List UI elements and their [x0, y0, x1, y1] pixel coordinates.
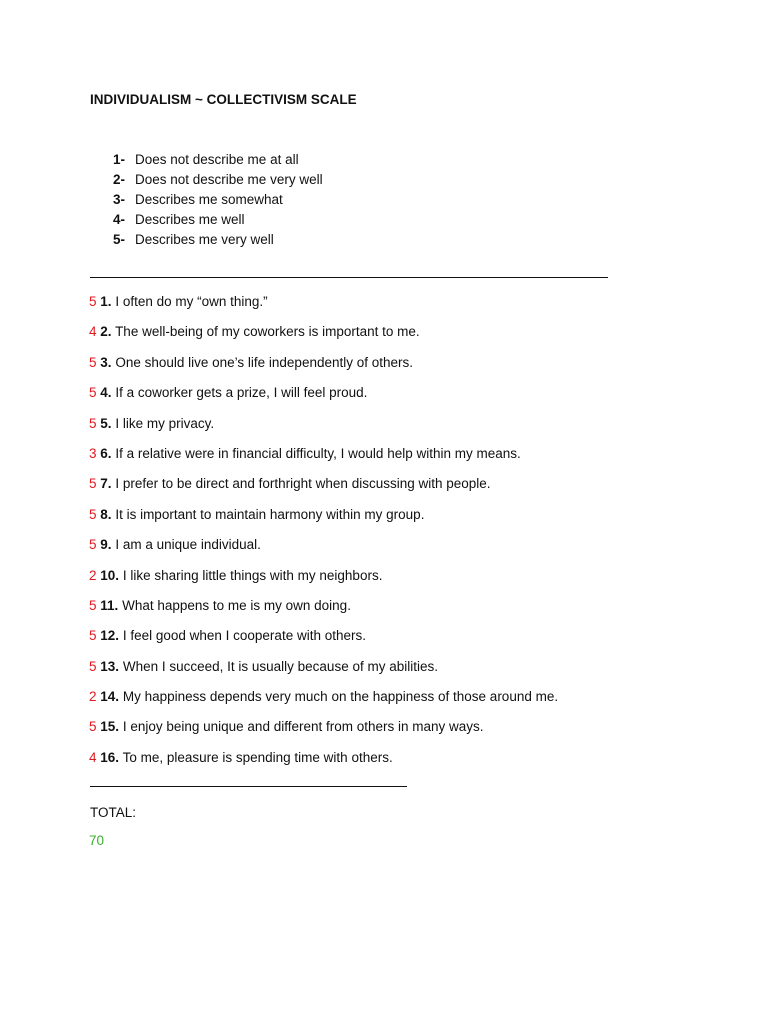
legend-number: 3- — [113, 192, 126, 207]
item-score: 5 — [89, 628, 97, 644]
item-text: If a relative were in financial difficulty, I would help within my means. — [115, 445, 521, 461]
item-number: 9. — [100, 537, 112, 553]
item-number: 15. — [100, 719, 120, 735]
legend-text: Describes me somewhat — [135, 192, 283, 207]
item-number: 12. — [100, 628, 120, 644]
item-score: 5 — [89, 537, 97, 553]
item-text: What happens to me is my own doing. — [122, 597, 351, 613]
item-number: 5. — [100, 415, 112, 431]
item-number: 8. — [100, 506, 112, 522]
legend-item — [113, 211, 323, 231]
legend-text: Describes me very well — [135, 232, 274, 247]
item-score: 5 — [89, 597, 97, 613]
item-number: 14. — [100, 689, 120, 705]
scale-item — [89, 293, 558, 323]
total-value: 70 — [89, 833, 105, 848]
item-score: 3 — [89, 445, 97, 461]
scale-item — [89, 384, 558, 414]
item-number: 13. — [100, 658, 120, 674]
item-score: 5 — [89, 506, 97, 522]
scale-item — [89, 627, 558, 657]
scale-item — [89, 415, 558, 445]
scale-item — [89, 475, 558, 505]
item-score: 4 — [89, 324, 97, 340]
item-text: If a coworker gets a prize, I will feel proud. — [115, 385, 368, 401]
item-text: I like sharing little things with my neighbors. — [122, 567, 383, 583]
scale-item — [89, 567, 558, 597]
legend-item — [113, 151, 323, 171]
item-text: I often do my “own thing.” — [115, 294, 268, 309]
item-number: 6. — [100, 445, 112, 461]
item-number: 16. — [100, 749, 120, 765]
rating-legend — [113, 151, 323, 251]
item-number: 4. — [100, 385, 112, 401]
item-number: 1. — [100, 294, 112, 309]
total-label: TOTAL: — [90, 805, 137, 820]
scale-item — [89, 445, 558, 475]
legend-number: 1- — [113, 152, 126, 167]
item-score: 2 — [89, 567, 97, 583]
item-score: 2 — [89, 689, 97, 705]
item-number: 2. — [100, 324, 112, 340]
item-text: I prefer to be direct and forthright when discussing with people. — [115, 476, 491, 492]
item-text: My happiness depends very much on the happiness of those around me. — [122, 689, 559, 705]
scale-item — [89, 688, 558, 718]
item-number: 11. — [100, 597, 119, 613]
item-score: 5 — [89, 415, 97, 431]
divider-line — [90, 277, 608, 278]
item-score: 5 — [89, 476, 97, 492]
legend-text: Does not describe me at all — [135, 152, 299, 167]
legend-text: Describes me well — [135, 212, 245, 227]
scale-item — [89, 354, 558, 384]
item-text: To me, pleasure is spending time with others. — [122, 749, 393, 765]
item-text: I like my privacy. — [115, 415, 215, 431]
legend-item — [113, 171, 323, 191]
divider-line — [90, 786, 407, 787]
item-text: I enjoy being unique and different from others in many ways. — [122, 719, 484, 735]
item-text: The well-being of my coworkers is important to me. — [115, 324, 420, 340]
legend-number: 5- — [113, 232, 126, 247]
item-score: 5 — [89, 719, 97, 735]
scale-item — [89, 658, 558, 688]
item-score: 5 — [89, 354, 97, 370]
item-text: When I succeed, It is usually because of my abilities. — [122, 658, 438, 674]
scale-item — [89, 323, 558, 353]
item-text: It is important to maintain harmony within my group. — [115, 506, 425, 522]
item-text: One should live one’s life independently of others. — [115, 354, 414, 370]
legend-item — [113, 191, 323, 211]
item-number: 7. — [100, 476, 112, 492]
legend-item — [113, 231, 323, 251]
item-score: 5 — [89, 294, 97, 309]
scale-item — [89, 718, 558, 748]
item-text: I feel good when I cooperate with others. — [122, 628, 366, 644]
document-title: INDIVIDUALISM ~ COLLECTIVISM SCALE — [90, 92, 357, 107]
scale-item — [89, 536, 558, 566]
legend-text: Does not describe me very well — [135, 172, 323, 187]
item-score: 5 — [89, 385, 97, 401]
scale-item — [89, 506, 558, 536]
legend-number: 2- — [113, 172, 126, 187]
scale-item — [89, 749, 558, 779]
scale-items — [89, 293, 558, 779]
item-score: 5 — [89, 658, 97, 674]
item-number: 10. — [100, 567, 120, 583]
scale-item — [89, 597, 558, 627]
item-text: I am a unique individual. — [115, 537, 261, 553]
item-number: 3. — [100, 354, 112, 370]
item-score: 4 — [89, 749, 97, 765]
legend-number: 4- — [113, 212, 126, 227]
